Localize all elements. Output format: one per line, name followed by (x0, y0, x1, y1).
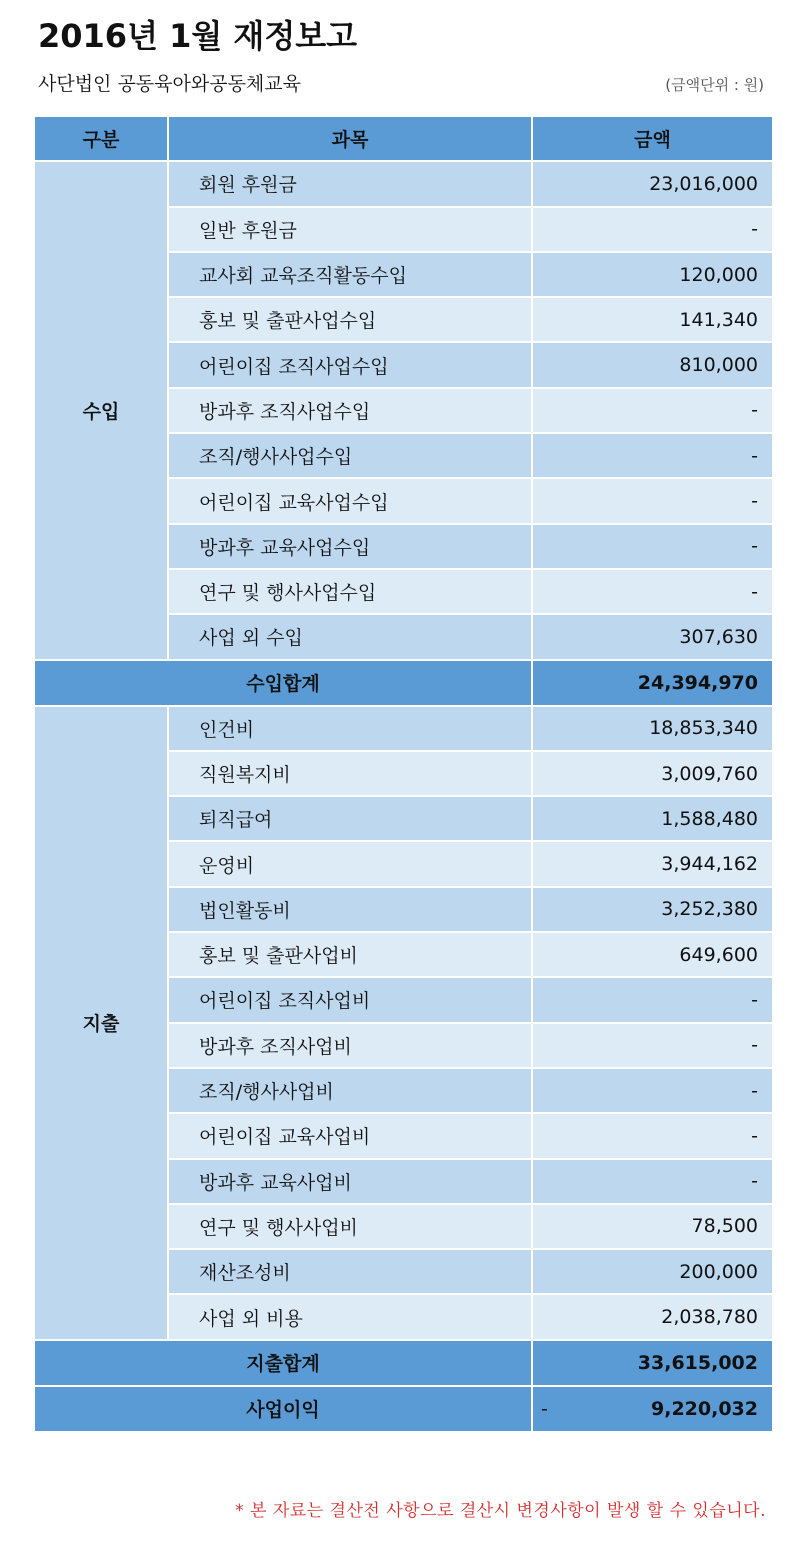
expense-total-row (34, 1340, 773, 1386)
item-name: 일반 후원금 (168, 207, 532, 252)
table-row (34, 161, 773, 206)
item-name: 연구 및 행사사업수입 (168, 569, 532, 614)
page-title: 2016년 1월 재정보고 (38, 17, 358, 55)
expense-total-label: 지출합계 (34, 1340, 532, 1386)
item-amount: 141,340 (532, 297, 773, 342)
header-row (34, 116, 773, 161)
item-name: 방과후 교육사업수입 (168, 524, 532, 569)
item-amount: - (532, 478, 773, 523)
item-amount: 200,000 (532, 1249, 773, 1294)
item-name: 어린이집 조직사업수입 (168, 342, 532, 387)
item-name: 어린이집 교육사업수입 (168, 478, 532, 523)
item-name: 인건비 (168, 706, 532, 751)
profit-amount-cell (532, 1386, 773, 1432)
header-amount: 금액 (532, 116, 773, 161)
item-name: 재산조성비 (168, 1249, 532, 1294)
item-amount: - (532, 1023, 773, 1068)
item-name: 홍보 및 출판사업수입 (168, 297, 532, 342)
item-amount: - (532, 524, 773, 569)
profit-row (34, 1386, 773, 1432)
header-category: 구분 (34, 116, 168, 161)
item-name: 어린이집 조직사업비 (168, 977, 532, 1022)
item-amount: - (532, 1068, 773, 1113)
item-amount: - (532, 569, 773, 614)
item-name: 퇴직급여 (168, 796, 532, 841)
income-category-label: 수입 (34, 161, 168, 659)
item-name: 방과후 조직사업수입 (168, 388, 532, 433)
item-amount: 120,000 (532, 252, 773, 297)
item-name: 홍보 및 출판사업비 (168, 932, 532, 977)
item-amount: 3,252,380 (532, 887, 773, 932)
amount-unit: (금액단위 : 원) (665, 76, 764, 94)
item-amount: 1,588,480 (532, 796, 773, 841)
disclaimer-note: * 본 자료는 결산전 사항으로 결산시 변경사항이 발생 할 수 있습니다. (235, 1501, 766, 1521)
expense-category-label: 지출 (34, 706, 168, 1340)
item-name: 조직/행사사업수입 (168, 433, 532, 478)
item-amount: - (532, 977, 773, 1022)
item-amount: 2,038,780 (532, 1294, 773, 1339)
item-name: 법인활동비 (168, 887, 532, 932)
item-amount: 23,016,000 (532, 161, 773, 206)
organization-name: 사단법인 공동육아와공동체교육 (38, 73, 301, 95)
item-name: 어린이집 교육사업비 (168, 1113, 532, 1158)
item-name: 방과후 교육사업비 (168, 1159, 532, 1204)
item-name: 방과후 조직사업비 (168, 1023, 532, 1068)
item-amount: - (532, 1113, 773, 1158)
item-name: 사업 외 수입 (168, 614, 532, 659)
income-total-label: 수입합계 (34, 660, 532, 706)
item-name: 교사회 교육조직활동수입 (168, 252, 532, 297)
header-item: 과목 (168, 116, 532, 161)
income-total-amount: 24,394,970 (532, 660, 773, 706)
finance-table (33, 115, 774, 1433)
item-amount: 78,500 (532, 1204, 773, 1249)
item-name: 회원 후원금 (168, 161, 532, 206)
item-amount: 810,000 (532, 342, 773, 387)
item-name: 운영비 (168, 841, 532, 886)
item-amount: 3,009,760 (532, 751, 773, 796)
item-amount: - (532, 207, 773, 252)
item-name: 조직/행사사업비 (168, 1068, 532, 1113)
profit-sign: - (541, 1397, 548, 1420)
table-row (34, 706, 773, 751)
item-amount: 3,944,162 (532, 841, 773, 886)
item-name: 직원복지비 (168, 751, 532, 796)
item-amount: - (532, 388, 773, 433)
item-amount: 649,600 (532, 932, 773, 977)
expense-total-amount: 33,615,002 (532, 1340, 773, 1386)
item-amount: - (532, 433, 773, 478)
item-amount: 18,853,340 (532, 706, 773, 751)
income-total-row (34, 660, 773, 706)
profit-label: 사업이익 (34, 1386, 532, 1432)
table-body (34, 161, 773, 1431)
item-amount: - (532, 1159, 773, 1204)
item-name: 연구 및 행사사업비 (168, 1204, 532, 1249)
profit-amount: 9,220,032 (651, 1397, 758, 1420)
item-name: 사업 외 비용 (168, 1294, 532, 1339)
item-amount: 307,630 (532, 614, 773, 659)
